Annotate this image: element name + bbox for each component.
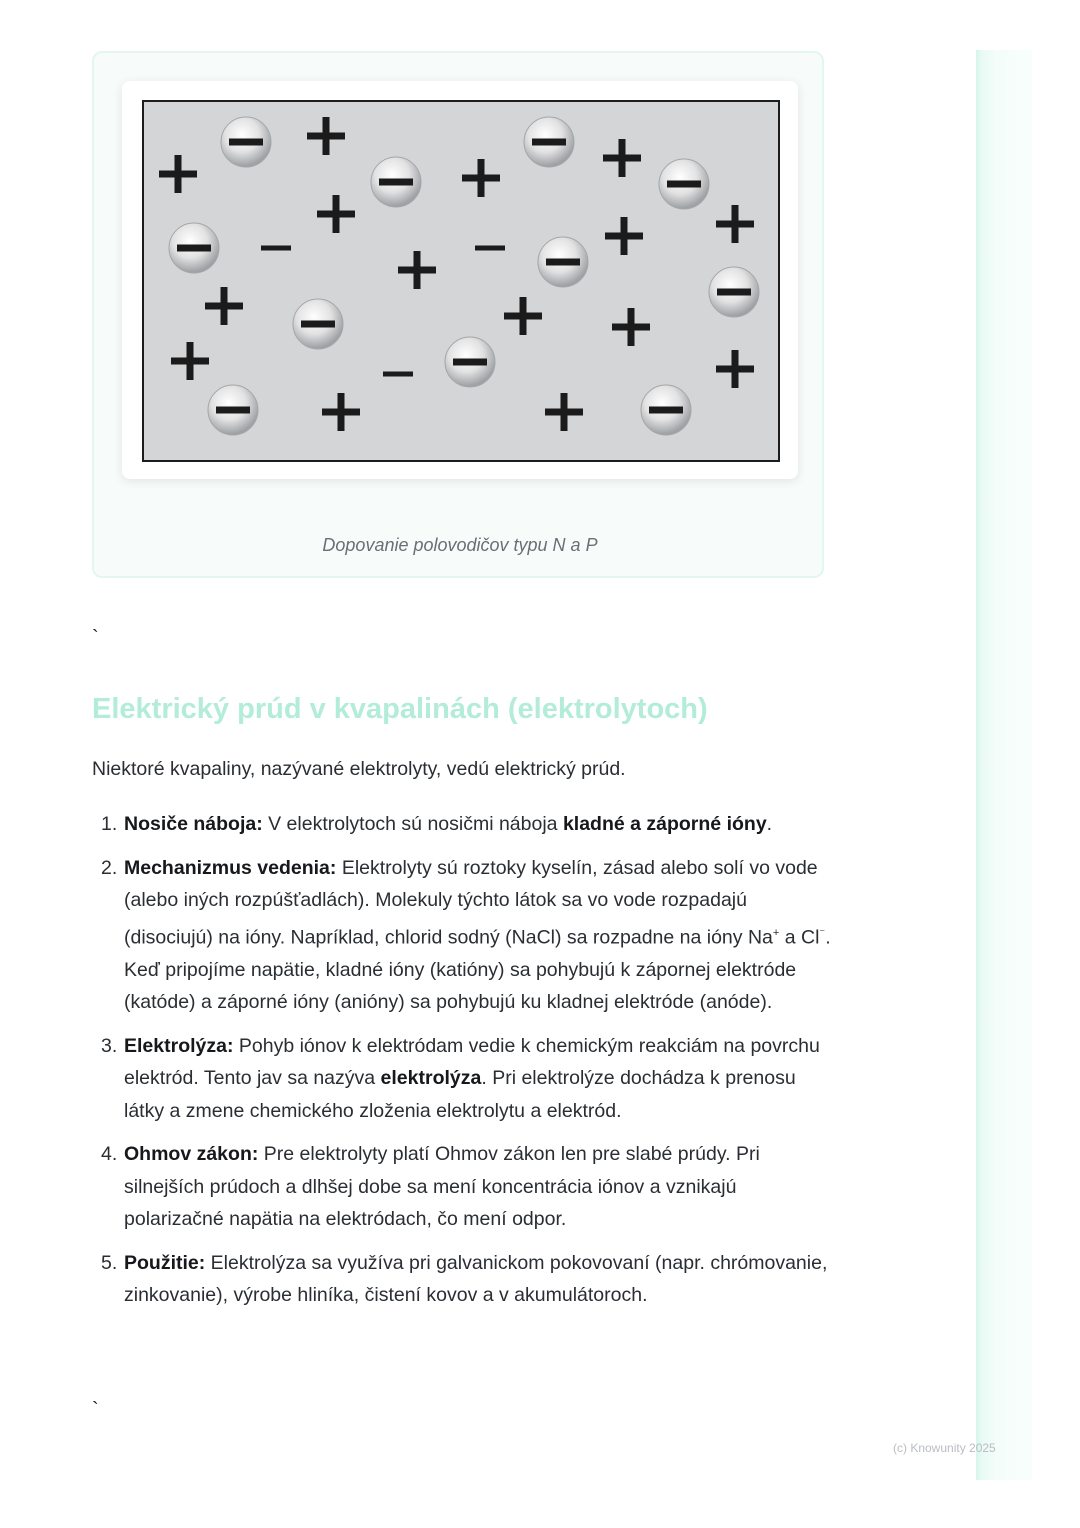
figure-caption: Dopovanie polovodičov typu N a P xyxy=(322,535,598,555)
item-tail: . xyxy=(766,813,773,835)
item-title: Elektrolýza: xyxy=(124,1034,234,1057)
list-number: 4. xyxy=(101,1143,118,1165)
copyright-footer: (c) Knowunity 2025 xyxy=(893,1441,996,1455)
semiconductor-diagram xyxy=(142,100,780,462)
item-title: Mechanizmus vedenia: xyxy=(124,856,337,879)
numbered-list xyxy=(92,808,832,1323)
side-decoration-bar xyxy=(976,50,1032,1480)
negative-charge-dash xyxy=(261,246,291,251)
negative-ion xyxy=(524,117,574,167)
item-text: Pre elektrolyty platí Ohmov zákon len pre slabé prúdy. Pri silnejších prúdoch a dlhšej dobe sa mení koncentrácia iónov a vznikajú polarizačné napätia na elektródach, čo mení odpor. xyxy=(124,1143,760,1230)
item-bold-text: kladné a záporné ióny xyxy=(562,813,767,835)
negative-charge-dash xyxy=(383,372,413,377)
separator-mark-bottom: ` xyxy=(92,1399,99,1421)
negative-ion xyxy=(208,385,258,435)
list-item xyxy=(92,1030,832,1128)
list-item xyxy=(92,1247,832,1312)
list-number: 3. xyxy=(101,1034,118,1057)
negative-ion xyxy=(659,159,709,209)
superscript-minus: ⁻ xyxy=(819,926,826,939)
item-text: Pohyb iónov k elektródam vedie k chemickým reakciám na povrchu elektród. Tento jav sa nazýva xyxy=(124,1034,820,1089)
figure-card xyxy=(92,51,824,578)
negative-ion xyxy=(538,237,588,287)
negative-ion xyxy=(641,385,691,435)
negative-ion xyxy=(371,157,421,207)
list-number: 5. xyxy=(101,1251,118,1274)
superscript-plus: + xyxy=(772,926,780,939)
list-number: 2. xyxy=(101,856,118,879)
item-text: . Keď pripojíme napätie, kladné ióny (katióny) sa pohybujú k zápornej elektróde (katóde) a záporné ióny (anióny) sa pohybujú ku kladnej elektróde (anóde). xyxy=(124,926,831,1013)
negative-ion xyxy=(709,267,759,317)
intro-paragraph: Niektoré kvapaliny, nazývané elektrolyty, vedú elektrický prúd. xyxy=(92,758,626,780)
item-text: V elektrolytoch sú nosičmi náboja xyxy=(262,813,563,835)
item-text: Elektrolyty sú roztoky kyselín, zásad alebo solí vo vode (alebo iných rozpúšťadlách). Molekuly týchto látok sa vo vode rozpadajú (disociujú) na ióny. Napríklad, chlorid sodný (NaCl) sa rozpadne na ióny Na xyxy=(124,856,818,948)
section-heading: Elektrický prúd v kvapalinách (elektrolytoch) xyxy=(92,693,708,725)
negative-charge-dash xyxy=(475,246,505,251)
item-bold-text: elektrolýza xyxy=(380,1067,482,1089)
negative-ion xyxy=(169,223,219,273)
figure-frame xyxy=(122,81,798,555)
separator-mark-top: ` xyxy=(92,627,99,649)
item-title: Nosiče náboja: xyxy=(124,813,263,835)
list-number: 1. xyxy=(101,813,118,835)
item-tail: . Pri elektrolýze dochádza k prenosu látky a zmene chemického zloženia elektrolytu a elektród. xyxy=(124,1067,796,1122)
item-title: Použitie: xyxy=(124,1251,206,1274)
negative-ion xyxy=(445,337,495,387)
list-item xyxy=(92,808,832,841)
list-item xyxy=(92,852,832,1019)
item-text: Elektrolýza sa využíva pri galvanickom pokovovaní (napr. chrómovanie, zinkovanie), výrobe hliníka, čistení kovov a v akumulátoroch. xyxy=(124,1251,828,1306)
negative-ion xyxy=(293,299,343,349)
negative-ion xyxy=(221,117,271,167)
item-title: Ohmov zákon: xyxy=(124,1143,259,1165)
list-item xyxy=(92,1138,832,1236)
item-text: a Cl xyxy=(779,926,820,948)
